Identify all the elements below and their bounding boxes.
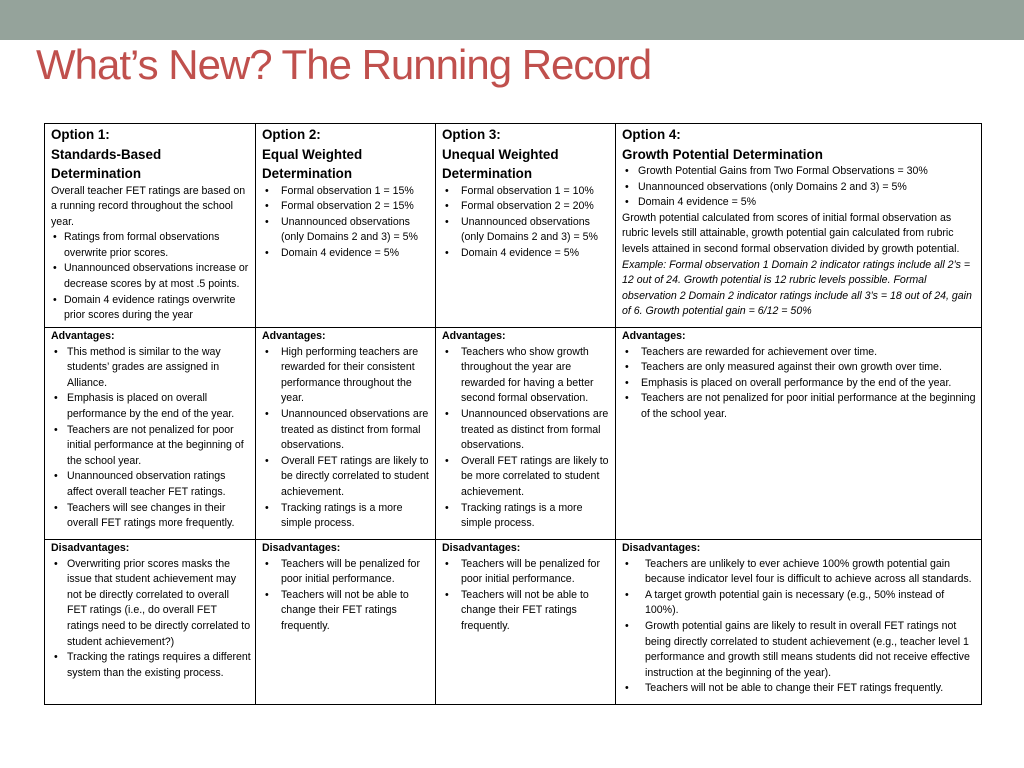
option-1-disadvantages-cell bbox=[45, 540, 256, 705]
list-item: • Emphasis is placed on overall performance by the end of the year. bbox=[622, 376, 977, 392]
list-item: • Teachers are not penalized for poor initial performance at the beginning of the school year. bbox=[51, 423, 251, 470]
option-4-description: Growth potential calculated from scores of initial formal observation as rubric levels still attainable, growth potential gain calculated from rubric levels attained in second formal observation divided by growth potential. bbox=[622, 211, 960, 255]
disadvantages-label: Disadvantages: bbox=[51, 542, 130, 554]
list-item: • Teachers will be penalized for poor initial performance. bbox=[442, 557, 611, 588]
option-2-cell bbox=[256, 124, 436, 328]
option-3-disadvantages-cell bbox=[436, 540, 616, 705]
slide-title: What’s New? The Running Record bbox=[36, 41, 652, 88]
list-item: • Teachers are unlikely to ever achieve 100% growth potential gain because indicator level four is difficult to achieve across all standards. bbox=[622, 557, 977, 588]
option-2-label: Option 2: bbox=[262, 127, 321, 142]
option-3-advantages-cell bbox=[436, 328, 616, 540]
list-item: • Teachers are only measured against their own growth over time. bbox=[622, 360, 977, 376]
list-item: • Unannounced observation ratings affect overall teacher FET ratings. bbox=[51, 469, 251, 500]
disadvantages-label: Disadvantages: bbox=[262, 542, 341, 554]
option-4-advantages-cell bbox=[616, 328, 982, 540]
options-comparison-table bbox=[44, 123, 982, 705]
list-item: • Teachers will see changes in their overall FET ratings more frequently. bbox=[51, 501, 251, 532]
option-2-name: Equal Weighted Determination bbox=[262, 146, 363, 181]
list-item: • Growth potential gains are likely to result in overall FET ratings not being directly correlated to student achievement (e.g., teacher level 1 performance and growth still means students did not receive effective instruction at the beginning of the year). bbox=[622, 619, 977, 681]
list-item: • Teachers will not be able to change their FET ratings frequently. bbox=[442, 588, 611, 635]
option-4-name: Growth Potential Determination bbox=[622, 146, 823, 162]
top-color-band bbox=[0, 0, 1024, 40]
list-item: • Domain 4 evidence = 5% bbox=[262, 246, 431, 262]
advantages-label: Advantages: bbox=[622, 330, 686, 342]
list-item: • Formal observation 1 = 10% bbox=[442, 184, 611, 200]
list-item: • Growth Potential Gains from Two Formal Observations = 30% bbox=[622, 164, 977, 180]
option-4-cell bbox=[616, 124, 982, 328]
option-3-name: Unequal Weighted Determination bbox=[442, 146, 559, 181]
list-item: • A target growth potential gain is necessary (e.g., 50% instead of 100%). bbox=[622, 588, 977, 619]
list-item: • Emphasis is placed on overall performance by the end of the year. bbox=[51, 391, 251, 422]
list-item: • Formal observation 2 = 20% bbox=[442, 199, 611, 215]
list-item: • Teachers will not be able to change their FET ratings frequently. bbox=[622, 681, 977, 697]
list-item: • Tracking ratings is a more simple process. bbox=[262, 501, 431, 532]
advantages-label: Advantages: bbox=[51, 330, 115, 342]
list-item: • Overall FET ratings are likely to be directly correlated to student achievement. bbox=[262, 454, 431, 501]
list-item: • Formal observation 2 = 15% bbox=[262, 199, 431, 215]
option-1-advantages-cell bbox=[45, 328, 256, 540]
list-item: • Teachers are not penalized for poor initial performance at the beginning of the school year. bbox=[622, 391, 977, 422]
list-item: • High performing teachers are rewarded for their consistent performance throughout the year. bbox=[262, 345, 431, 407]
list-item: • Domain 4 evidence = 5% bbox=[442, 246, 611, 262]
option-4-label: Option 4: bbox=[622, 127, 681, 142]
option-3-cell bbox=[436, 124, 616, 328]
option-2-disadvantages-cell bbox=[256, 540, 436, 705]
table-row-option-details bbox=[45, 124, 982, 328]
list-item: • Teachers will not be able to change their FET ratings frequently. bbox=[262, 588, 431, 635]
option-3-label: Option 3: bbox=[442, 127, 501, 142]
list-item: • Domain 4 evidence ratings overwrite prior scores during the year bbox=[51, 293, 251, 324]
list-item: • Overwriting prior scores masks the issue that student achievement may not be directly correlated to overall FET ratings (i.e., do overall FET ratings need to be directly correlated to student achievement?) bbox=[51, 557, 251, 651]
option-1-cell bbox=[45, 124, 256, 328]
list-item: • This method is similar to the way students’ grades are assigned in Alliance. bbox=[51, 345, 251, 392]
list-item: • Unannounced observations (only Domains 2 and 3) = 5% bbox=[262, 215, 431, 246]
option-1-description: Overall teacher FET ratings are based on a running record throughout the school year. bbox=[51, 184, 246, 228]
disadvantages-label: Disadvantages: bbox=[442, 542, 521, 554]
option-4-disadvantages-cell bbox=[616, 540, 982, 705]
list-item: • Teachers are rewarded for achievement over time. bbox=[622, 345, 977, 361]
list-item: • Teachers who show growth throughout the year are rewarded for having a better second formal observation. bbox=[442, 345, 611, 407]
list-item: • Unannounced observations increase or decrease scores by at most .5 points. bbox=[51, 261, 251, 292]
option-2-advantages-cell bbox=[256, 328, 436, 540]
advantages-label: Advantages: bbox=[442, 330, 506, 342]
list-item: • Unannounced observations (only Domains 2 and 3) = 5% bbox=[622, 180, 977, 196]
list-item: • Unannounced observations are treated as distinct from formal observations. bbox=[262, 407, 431, 454]
list-item: • Tracking the ratings requires a different system than the existing process. bbox=[51, 650, 251, 681]
advantages-label: Advantages: bbox=[262, 330, 326, 342]
option-4-example: Example: Formal observation 1 Domain 2 indicator ratings include all 2’s = 12 out of 24. Growth potential is 12 rubric levels possible. Formal observation 2 Domain 2 indicator ratings include all 3’s = 18 out of 24, gain of 6. Growth potential gain = 6/12 = 50% bbox=[622, 258, 972, 318]
table-row-advantages bbox=[45, 328, 982, 540]
option-1-name: Standards-Based Determination bbox=[51, 146, 162, 181]
option-1-label: Option 1: bbox=[51, 127, 110, 142]
list-item: • Teachers will be penalized for poor initial performance. bbox=[262, 557, 431, 588]
list-item: • Unannounced observations are treated as distinct from formal observations. bbox=[442, 407, 611, 454]
list-item: • Domain 4 evidence = 5% bbox=[622, 195, 977, 211]
list-item: • Unannounced observations (only Domains 2 and 3) = 5% bbox=[442, 215, 611, 246]
list-item: • Ratings from formal observations overwrite prior scores. bbox=[51, 230, 251, 261]
list-item: • Formal observation 1 = 15% bbox=[262, 184, 431, 200]
list-item: • Tracking ratings is a more simple process. bbox=[442, 501, 611, 532]
table-row-disadvantages bbox=[45, 540, 982, 705]
disadvantages-label: Disadvantages: bbox=[622, 542, 701, 554]
list-item: • Overall FET ratings are likely to be more correlated to student achievement. bbox=[442, 454, 611, 501]
